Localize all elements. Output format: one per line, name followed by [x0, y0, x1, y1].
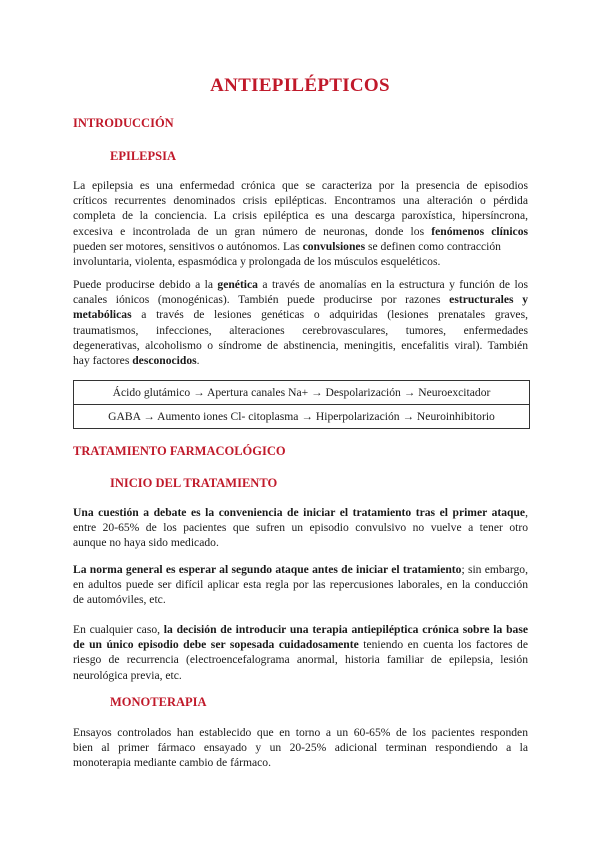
- text: involuntaria, violenta, espasmódica y prolongada de los músculos esqueléticos.: [73, 255, 441, 269]
- paragraph-second-attack: [73, 562, 528, 608]
- text: pueden ser motores, sensitivos o autónomos. Las: [73, 239, 303, 253]
- text-line: [73, 755, 528, 770]
- bold-text: fenómenos clínicos: [431, 224, 529, 238]
- text-line: [73, 725, 528, 740]
- paragraph-epilepsia-definition: [73, 178, 528, 269]
- text-line: [73, 562, 528, 577]
- text: entre 20-65% de los pacientes que sufren un episodio convulsivo no vuelve a tener otro: [73, 521, 528, 535]
- text: excesiva e incontrolada de un gran número de neuronas, donde los: [73, 224, 432, 238]
- text-line: [73, 208, 528, 223]
- table-row-glutamate: Ácido glutámico → Apertura canales Na+ → Despolarización → Neuroexcitador: [112, 386, 491, 399]
- section-heading-introduccion: INTRODUCCIÓN: [73, 116, 174, 130]
- subheading-monoterapia: MONOTERAPIA: [110, 695, 207, 709]
- bold-text: estructurales y: [449, 293, 528, 307]
- subheading-inicio-tratamiento: INICIO DEL TRATAMIENTO: [110, 476, 278, 490]
- bold-text: Una cuestión a debate es la conveniencia de iniciar el tratamiento tras el primer ataque: [73, 506, 526, 519]
- neurotransmitter-table: [73, 380, 530, 429]
- text-line: [73, 178, 528, 193]
- text-line: [73, 277, 528, 292]
- text: en adultos puede ser difícil aplicar esta regla por las repercusiones laborales, en la conducción: [73, 578, 528, 592]
- paragraph-monoterapia: [73, 725, 528, 771]
- text: aunque no haya sido medicado.: [73, 536, 219, 550]
- text: degenerativas, alcoholismo o síndrome de abstinencia, meningitis, encefalitis viral). También: [73, 338, 528, 352]
- text-line: [73, 622, 528, 637]
- text: hay factores: [73, 354, 133, 368]
- text-line: [73, 353, 528, 368]
- text: canales iónicos (monogénicas). También puede producirse por razones: [73, 293, 450, 307]
- text-line: [73, 577, 528, 592]
- text: a través de anomalías en la estructura y función de los: [257, 278, 528, 291]
- text: críticos recurrentes denominados crisis epilépticas. Encontramos una alteración o pérdida: [73, 194, 528, 208]
- text-line: [73, 637, 528, 652]
- text: traumatismos, infecciones, alteraciones cerebrovasculares, tumores, enfermedades: [73, 323, 528, 337]
- text: bien al primer fármaco ensayado y un 20-25% adicional terminan respondiendo a la: [73, 741, 528, 755]
- bold-text: metabólicas: [73, 308, 132, 322]
- text: Puede producirse debido a la: [73, 278, 218, 291]
- text-line: [73, 193, 528, 208]
- text-line: [73, 740, 528, 755]
- text-line: [73, 292, 528, 307]
- text-line: [73, 338, 528, 353]
- text: .: [196, 354, 200, 368]
- text: La epilepsia es una enfermedad crónica que se caracteriza por la presencia de episodios: [73, 179, 528, 192]
- text: riesgo de recurrencia (electroencefalograma anormal, historia familiar de epilepsia, lesión: [73, 653, 528, 667]
- bold-text: de un único episodio debe ser sopesada cuidadosamente: [73, 638, 359, 652]
- text: ; sin embargo,: [461, 563, 528, 576]
- document-title: ANTIEPILÉPTICOS: [210, 75, 390, 96]
- text-line: [73, 323, 528, 338]
- text-line: [73, 652, 528, 667]
- paragraph-decision: [73, 622, 528, 683]
- text-line: [73, 224, 528, 239]
- text: a través de lesiones genéticas o adquiridas (lesiones prenatales graves,: [131, 308, 528, 322]
- text-line: [73, 307, 528, 322]
- paragraph-epilepsia-causes: [73, 277, 528, 368]
- text: teniendo en cuenta los factores de: [358, 638, 528, 652]
- section-heading-tratamiento: TRATAMIENTO FARMACOLÓGICO: [73, 444, 286, 458]
- text-line: [73, 592, 528, 607]
- text: monoterapia mediante cambio de fármaco.: [73, 756, 271, 770]
- text-line: [73, 535, 528, 550]
- subheading-epilepsia: EPILEPSIA: [110, 149, 176, 163]
- text: se definen como contracción: [365, 239, 501, 253]
- text: Ensayos controlados han establecido que en torno a un 60-65% de los pacientes responden: [73, 726, 528, 739]
- text: de automóviles, etc.: [73, 593, 166, 607]
- text-line: [73, 505, 528, 520]
- bold-text: genética: [217, 278, 258, 291]
- bold-text: convulsiones: [302, 239, 366, 253]
- text: ,: [525, 506, 528, 519]
- text-line: [73, 254, 528, 269]
- bold-text: La norma general es esperar al segundo ataque antes de iniciar el tratamiento: [73, 563, 462, 576]
- table-row-gaba: GABA → Aumento iones Cl- citoplasma → Hiperpolarización → Neuroinhibitorio: [74, 404, 529, 428]
- text-line: [73, 239, 528, 254]
- bold-text: desconocidos: [132, 354, 197, 368]
- text: completa de la conciencia. La crisis epiléptica es una descarga paroxística, hipersíncrona,: [73, 209, 528, 223]
- text: neurológica previa, etc.: [73, 668, 182, 682]
- text-line: [73, 520, 528, 535]
- paragraph-first-attack: [73, 505, 528, 551]
- text-line: [73, 668, 528, 683]
- text: En cualquier caso,: [73, 623, 164, 636]
- bold-text: la decisión de introducir una terapia antiepiléptica crónica sobre la base: [163, 623, 528, 636]
